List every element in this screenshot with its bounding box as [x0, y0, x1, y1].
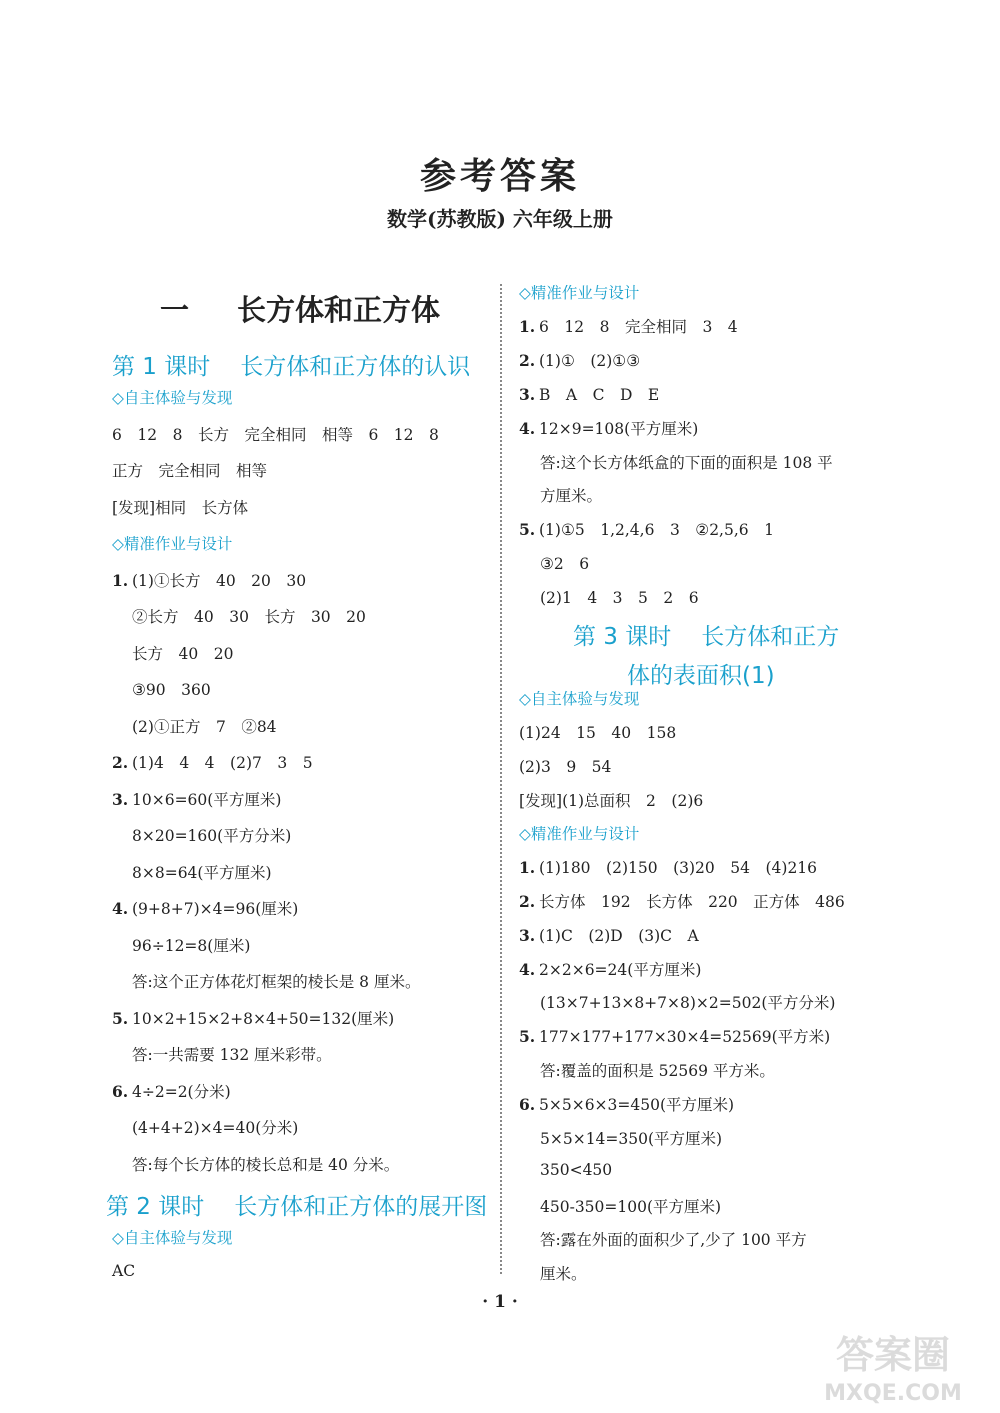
question-number: 3.: [519, 385, 536, 404]
page-subtitle: 数学(苏教版) 六年级上册: [387, 207, 613, 231]
question-number: 1.: [519, 317, 536, 336]
question-number: 6.: [519, 1095, 536, 1114]
answer-line: (1)24 15 40 158: [519, 724, 677, 742]
question-5: [519, 1025, 830, 1047]
answer-text: 4÷2=2(分米): [132, 1083, 231, 1101]
answer-line: 8×8=64(平方厘米): [132, 864, 272, 882]
question-4: [519, 417, 698, 439]
section-self-experience: ◇自主体验与发现: [112, 389, 233, 407]
unit-heading: [160, 288, 440, 329]
answer-line: (2)1 4 3 5 2 6: [540, 589, 699, 607]
question-1: [112, 569, 306, 591]
answer-line: AC: [112, 1262, 136, 1280]
lesson-2-name: 长方体和正方体的展开图: [234, 1194, 488, 1220]
question-5: [112, 1007, 394, 1029]
question-number: 2.: [112, 753, 129, 772]
lesson-1-label: 第 1 课时: [112, 354, 211, 380]
answer-line: 方厘米。: [540, 487, 603, 505]
question-number: 4.: [112, 899, 129, 918]
question-number: 2.: [519, 892, 536, 911]
answer-text: (1)4 4 4 (2)7 3 5: [132, 754, 313, 772]
column-divider: [500, 284, 502, 1274]
answer-line: 答:每个长方体的棱长总和是 40 分米。: [132, 1156, 400, 1174]
section-homework: ◇精准作业与设计: [519, 284, 640, 302]
answer-text: (1)180 (2)150 (3)20 54 (4)216: [539, 859, 818, 877]
unit-number: 一: [160, 293, 190, 327]
answer-line: 长方 40 20: [132, 645, 234, 663]
question-number: 5.: [519, 520, 536, 539]
question-1: [519, 315, 738, 337]
answer-line: 5×5×14=350(平方厘米): [540, 1130, 723, 1148]
answer-line: ③90 360: [132, 681, 211, 699]
lesson-1-name: 长方体和正方体的认识: [240, 354, 471, 380]
answer-line: 350<450: [540, 1161, 613, 1179]
lesson-2-heading: [106, 1188, 487, 1221]
question-number: 5.: [519, 1027, 536, 1046]
answer-text: 177×177+177×30×4=52569(平方米): [539, 1028, 831, 1046]
answer-text: 5×5×6×3=450(平方厘米): [539, 1096, 735, 1114]
answer-text: (1)①5 1,2,4,6 3 ②2,5,6 1: [539, 521, 774, 539]
question-5: [519, 518, 774, 540]
lesson-3-name-cont: 体的表面积(1): [627, 663, 775, 689]
answer-line: (2)①正方 7 ②84: [132, 718, 277, 736]
question-3: [112, 788, 281, 810]
question-2: [112, 751, 313, 773]
lesson-2-label: 第 2 课时: [106, 1194, 205, 1220]
answer-line: 450-350=100(平方厘米): [540, 1198, 722, 1216]
answer-text: 10×6=60(平方厘米): [132, 791, 282, 809]
watermark-line2: MXQE.COM: [824, 1381, 962, 1406]
answer-line: [发现](1)总面积 2 (2)6: [519, 792, 704, 810]
answer-text: 10×2+15×2+8×4+50=132(厘米): [132, 1010, 395, 1028]
answer-line: ③2 6: [540, 555, 590, 573]
question-2: [519, 349, 640, 371]
question-number: 3.: [112, 790, 129, 809]
answer-text: (1)C (2)D (3)C A: [539, 927, 699, 945]
lesson-3-label: 第 3 课时: [573, 624, 672, 650]
page-number: · 1 ·: [482, 1292, 518, 1312]
question-number: 2.: [519, 351, 536, 370]
answer-text: (1)①长方 40 20 30: [132, 572, 307, 590]
answer-line: (2)3 9 54: [519, 758, 612, 776]
answer-text: B A C D E: [539, 386, 660, 404]
lesson-3-heading: [573, 618, 839, 651]
question-4: [112, 897, 298, 919]
question-number: 4.: [519, 960, 536, 979]
question-3: [519, 383, 659, 405]
answer-line: 厘米。: [540, 1265, 587, 1283]
section-self-experience: ◇自主体验与发现: [112, 1229, 233, 1247]
answer-line: 8×20=160(平方分米): [132, 827, 292, 845]
question-6: [519, 1093, 734, 1115]
question-number: 3.: [519, 926, 536, 945]
section-homework: ◇精准作业与设计: [519, 825, 640, 843]
answer-line: 6 12 8 长方 完全相同 相等 6 12 8: [112, 426, 439, 444]
question-number: 1.: [519, 858, 536, 877]
answer-line: 正方 完全相同 相等: [112, 462, 268, 480]
answer-line: 答:覆盖的面积是 52569 平方米。: [540, 1062, 775, 1080]
answer-line: 答:一共需要 132 厘米彩带。: [132, 1046, 332, 1064]
question-number: 5.: [112, 1009, 129, 1028]
answer-line: 答:这个长方体纸盒的下面的面积是 108 平: [540, 454, 833, 472]
lesson-1-heading: [112, 348, 470, 381]
unit-name: 长方体和正方体: [237, 293, 441, 327]
answer-line: (4+4+2)×4=40(分米): [132, 1119, 299, 1137]
answer-text: 12×9=108(平方厘米): [539, 420, 699, 438]
question-number: 1.: [112, 571, 129, 590]
answer-line: (13×7+13×8+7×8)×2=502(平方分米): [540, 994, 836, 1012]
answer-line: 答:露在外面的面积少了,少了 100 平方: [540, 1231, 807, 1249]
question-3: [519, 924, 699, 946]
watermark-logo: [808, 1328, 978, 1406]
answer-text: 长方体 192 长方体 220 正方体 486: [539, 893, 845, 911]
section-homework: ◇精准作业与设计: [112, 535, 233, 553]
answer-text: 2×2×6=24(平方厘米): [539, 961, 702, 979]
question-number: 6.: [112, 1082, 129, 1101]
watermark-line1: 答案圈: [835, 1333, 951, 1377]
section-self-experience: ◇自主体验与发现: [519, 690, 640, 708]
question-4: [519, 958, 701, 980]
answer-text: (9+8+7)×4=96(厘米): [132, 900, 299, 918]
answer-line: [发现]相同 长方体: [112, 499, 249, 517]
page-title: 参考答案: [419, 155, 580, 197]
answer-line: 答:这个正方体花灯框架的棱长是 8 厘米。: [132, 973, 421, 991]
answer-line: ②长方 40 30 长方 30 20: [132, 608, 366, 626]
question-number: 4.: [519, 419, 536, 438]
question-2: [519, 890, 845, 912]
answer-text: (1)① (2)①③: [539, 352, 641, 370]
question-1: [519, 856, 817, 878]
answer-text: 6 12 8 完全相同 3 4: [539, 318, 738, 336]
question-6: [112, 1080, 231, 1102]
lesson-3-name: 长方体和正方: [701, 624, 840, 650]
answer-line: 96÷12=8(厘米): [132, 937, 251, 955]
